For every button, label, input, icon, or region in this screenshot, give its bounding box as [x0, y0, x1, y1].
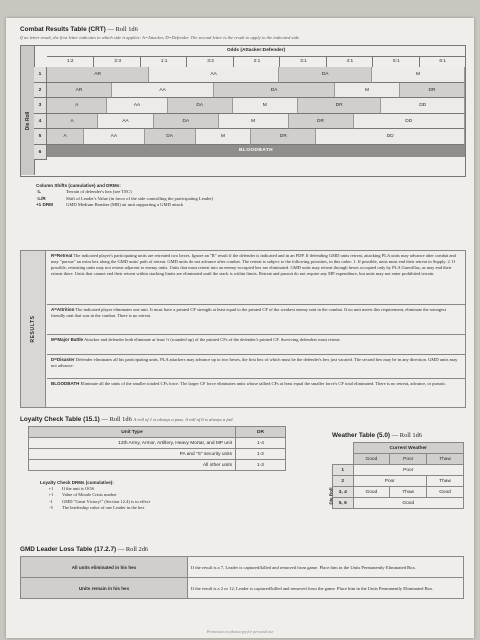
weather-result: Thaw	[427, 476, 464, 487]
odds-col: 1:2	[66, 59, 74, 64]
result-key: R=Retreat	[51, 253, 73, 258]
drm-value: Value of Morale Crisis marker	[62, 492, 117, 498]
odds-col: 5:1	[372, 56, 419, 67]
loyalty-row-dr: 1-4	[236, 438, 286, 449]
weather-col-good: Good	[353, 454, 390, 465]
crt-result-cell: DR	[251, 129, 316, 145]
drm-key: +1	[48, 492, 54, 498]
shift-value: GMD Medium Bomber (MB) air unit supporting a GMD attack	[66, 202, 183, 208]
weather-die-label: Die Roll	[328, 487, 334, 505]
crt-result-cell: DR	[298, 98, 382, 114]
result-row	[47, 305, 465, 335]
drm-value: If the unit is OOS	[62, 486, 94, 492]
crt-note: If no letter result, the first letter indicates to which side it applies: A=Attacker, D=Defender. The second letter is the result to apply to the indicated side.	[20, 35, 301, 40]
result-key: BLOODBATH	[51, 381, 80, 386]
loyalty-row-unit: 12th Army, Armor, Artillery, Heavy Mortar, and MP unit	[29, 438, 236, 449]
leader-title: GMD Leader Loss Table (17.2.7) — Roll 2d6	[20, 546, 149, 553]
result-row	[47, 379, 465, 407]
result-key: M=Major Battle	[51, 337, 84, 342]
rules-sheet	[6, 18, 474, 638]
result-row	[47, 335, 465, 355]
crt-die-row: 4	[34, 114, 47, 130]
crt-die-row: 1	[34, 67, 47, 83]
loyalty-row-dr: 1-2	[236, 449, 286, 460]
crt-die-row: 3	[34, 98, 47, 114]
drm-key: -1	[49, 498, 53, 504]
loyalty-head-unit: Unit Type	[29, 427, 236, 438]
result-text: The indicated player's participating units are retreated two hexes. Ignore an "R" result if the defender is indicated and in an FDP. If defending GMD units retreat, attacking PLA units may advance after combat and may "pursue" an extra hex along the GMD units' path of retreat. GMD units do not advance after combat. The retreat is subject to the following priorities, in this order: 1. If possible, units must end their retreat in Supply. 2. If possible, retreating units may not retreat adjacent to enemy units. Units that must retreat into an enemy-occupied hex are eliminated. GMD units may retreat through hexes occupied only by PLA Guerrillas, as may end their retreat there. Units that cannot end their retreat within stacking limits are eliminated until the stack is within limits. Retreat and pursuit do not require any MP expenditure, but units may not enter prohibited terrain.	[51, 253, 456, 277]
loyalty-row-unit: All other units	[29, 460, 236, 471]
leader-row-text: If the result is a 7, Leader is captured/killed and removed from game. Place him in the Units Permanently Eliminated Box.	[188, 557, 464, 578]
loyalty-drms	[40, 480, 150, 511]
odds-col: 2:3	[93, 56, 140, 67]
weather-result: Good	[353, 487, 390, 498]
odds-col: 6:1	[419, 56, 466, 67]
result-text: Eliminate all the units of the smaller totaled CFs force. The larger CF force eliminates units whose tallied CFs at least equal the smaller force's CF total eliminated. There is no retreat, advance, or pursuit.	[80, 381, 446, 386]
loyalty-table	[28, 426, 286, 471]
shift-key: ↑L/R	[36, 195, 46, 201]
drm-item	[40, 505, 150, 511]
shift-value: Shift of Leader's Value (in favor of the side controlling the participating Leader)	[66, 195, 214, 201]
result-key: A=Attrition	[51, 307, 75, 312]
crt-result-cell: DA	[154, 114, 219, 130]
loyalty-row-dr: 1-3	[236, 460, 286, 471]
result-row	[47, 251, 465, 305]
weather-result: Thaw	[390, 487, 427, 498]
shift-items	[36, 189, 213, 208]
shift-item	[36, 202, 213, 208]
crt-result-cell: M	[196, 129, 252, 145]
drm-items	[40, 486, 150, 511]
weather-die-label-col	[326, 470, 336, 522]
leader-row-label: Units remain in his hex	[21, 578, 188, 599]
leader-table	[20, 556, 464, 599]
crt-result-cell: DA	[145, 129, 196, 145]
weather-title: Weather Table (5.0) — Roll 1d6	[332, 432, 422, 439]
results-label-col	[21, 251, 46, 407]
weather-result: Good	[353, 498, 464, 509]
crt-result-cell: DD	[381, 98, 465, 114]
crt-result-cell: A	[47, 114, 98, 130]
result-text: Attacker and defender both eliminate at least ½ (rounded up) of the printed CFs of the defender's printed CF. Surviving defenders must retreat.	[84, 337, 341, 342]
weather-col-thaw: Thaw	[427, 454, 464, 465]
crt-result-cell: A	[47, 129, 84, 145]
loyalty-title: Loyalty Check Table (15.1) — Roll 1d6 A roll of 1 is always a pass. A roll of 6 is always a fail.	[20, 416, 234, 423]
crt-die-row: 5	[34, 129, 47, 145]
die-roll-label: Die Roll	[24, 111, 31, 131]
result-key: D=Disaster	[51, 357, 75, 362]
drm-key: -5	[49, 504, 53, 510]
crt-result-cell: DR	[289, 114, 354, 130]
crt-result-cell: AA	[149, 67, 279, 83]
result-text: Defender eliminates all his participating units. PLA attackers may advance up to two hexes, the first hex of which must be the defender's hex just vacated. The second hex may be in any direction. GMD units may not advance.	[51, 357, 458, 369]
leader-row-label: All units eliminated in his hex	[21, 557, 188, 578]
odds-header: Odds (Attacker:Defender)	[47, 46, 465, 57]
weather-result: Poor	[353, 476, 427, 487]
footer: Permission to photocopy for personal use	[206, 629, 274, 634]
shift-key: +1 DRM	[36, 202, 53, 208]
crt-result-cell: AA	[98, 114, 154, 130]
crt-result-cell: A	[47, 98, 107, 114]
crt-result-cell: DR	[400, 83, 465, 99]
crt-title: Combat Results Table (CRT) — Roll 1d6	[20, 26, 138, 33]
crt-die-row: 6	[34, 145, 47, 161]
weather-roll: 2	[333, 476, 354, 487]
crt-result-cell: DD	[316, 129, 465, 145]
weather-current: Current Weather	[353, 443, 464, 454]
weather-result: Good	[427, 487, 464, 498]
crt-result-cell: AR	[47, 83, 112, 99]
loyalty-drm-title: Loyalty Check DRMs (cumulative):	[40, 480, 114, 485]
loyalty-row-unit: PA and "S" security units	[29, 449, 236, 460]
shift-value: Terrain of defender's hex (see TEC)	[66, 189, 132, 195]
results-box	[20, 250, 466, 408]
result-row	[47, 355, 465, 379]
column-shifts	[36, 183, 213, 209]
odds-col: 1:1	[140, 56, 187, 67]
weather-roll: 3, 4	[333, 487, 354, 498]
weather-roll: 5, 6	[333, 498, 354, 509]
result-text: The indicated player eliminates one unit. It must have a printed CF strength at least equal to the printed CF of the weakest enemy unit in the combat. If no unit meets this requirement, eliminate the strongest friendly unit that was in the combat. There is no retreat.	[51, 307, 446, 319]
crt-result-cell: M	[233, 98, 298, 114]
die-roll-label-col	[21, 46, 35, 175]
crt-result-cell: M	[372, 67, 465, 83]
crt-result-cell: M	[219, 114, 289, 130]
leader-row-text: If the result is a 2 or 12, Leader is captured/killed and removed from the game. Place him in the Units Permanently Eliminated Box.	[188, 578, 464, 599]
odds-col: 4:1	[326, 56, 373, 67]
crt-bloodbath-cell: BLOODBATH	[47, 145, 465, 158]
weather-result: Poor	[353, 465, 464, 476]
crt-result-cell: AA	[84, 129, 144, 145]
weather-roll: 1	[333, 465, 354, 476]
odds-col: 2:1	[233, 56, 280, 67]
weather-table	[332, 442, 464, 509]
odds-col: 3:2	[186, 56, 233, 67]
results-label: RESULTS	[30, 315, 36, 343]
crt-result-cell: AA	[107, 98, 167, 114]
crt-die-row: 2	[34, 83, 47, 99]
crt-result-cell: AR	[47, 67, 149, 83]
crt-result-cell: DA	[279, 67, 372, 83]
odds-col: 3:1	[279, 56, 326, 67]
loyalty-head-dr: DR	[236, 427, 286, 438]
drm-value: GMD "Great Victory!" (Section 12.4) is in effect	[62, 498, 150, 504]
crt-table	[20, 45, 466, 177]
drm-key: +1	[48, 486, 54, 492]
crt-result-cell: DD	[354, 114, 465, 130]
shift-key: ↑L	[36, 189, 42, 195]
crt-result-cell: AA	[112, 83, 214, 99]
shifts-title: Column Shifts (cumulative) and DRMs:	[36, 183, 121, 188]
weather-col-poor: Poor	[390, 454, 427, 465]
crt-result-cell: M	[335, 83, 400, 99]
crt-result-cell: DA	[168, 98, 233, 114]
crt-result-cell: DA	[214, 83, 335, 99]
drm-value: The leadership value of one Leader in the hex	[62, 504, 145, 510]
